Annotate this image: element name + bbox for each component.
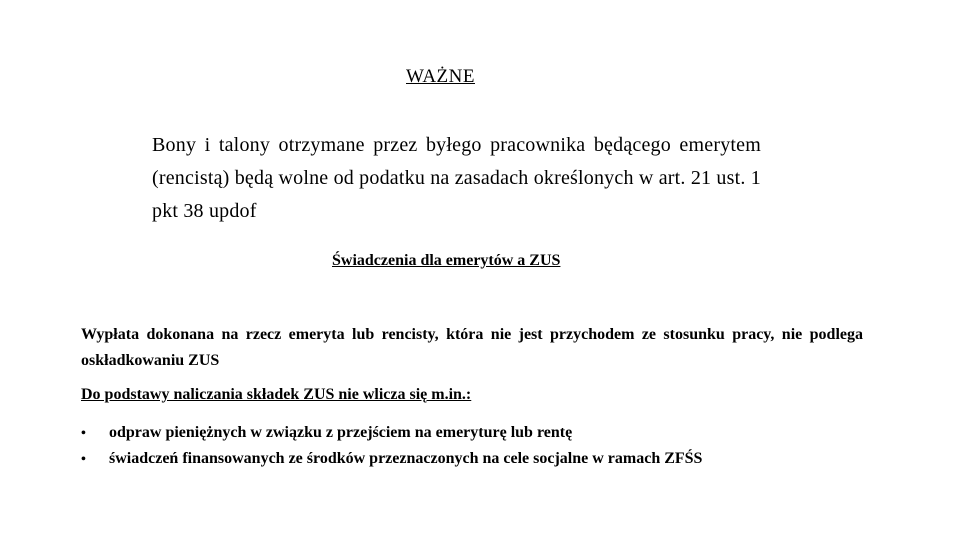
heading-important: WAŻNE: [406, 66, 475, 87]
paragraph-payment-zus: Wypłata dokonana na rzecz emeryta lub rencisty, która nie jest przychodem ze stosunku pracy, nie podlega oskładkowaniu ZUS: [81, 326, 863, 369]
list-item: [81, 420, 702, 446]
subheading-benefits-zus: Świadczenia dla emerytów a ZUS: [332, 252, 561, 269]
bullet-icon: •: [81, 452, 86, 467]
bullet-list: [81, 420, 702, 472]
list-item-text: świadczeń finansowanych ze środków przeznaczonych na cele socjalne w ramach ZFŚS: [109, 450, 703, 467]
paragraph-vouchers-tax: Bony i talony otrzymane przez byłego pracownika będącego emerytem (rencistą) będą wolne od podatku na zasadach określonych w art. 21 ust. 1 pkt 38 updof: [152, 134, 761, 222]
list-item: [81, 446, 702, 472]
bullet-icon: •: [81, 426, 86, 441]
list-item-text: odpraw pieniężnych w związku z przejściem na emeryturę lub rentę: [109, 424, 573, 441]
list-heading-zus-exclusions: Do podstawy naliczania składek ZUS nie wlicza się m.in.:: [81, 386, 472, 403]
